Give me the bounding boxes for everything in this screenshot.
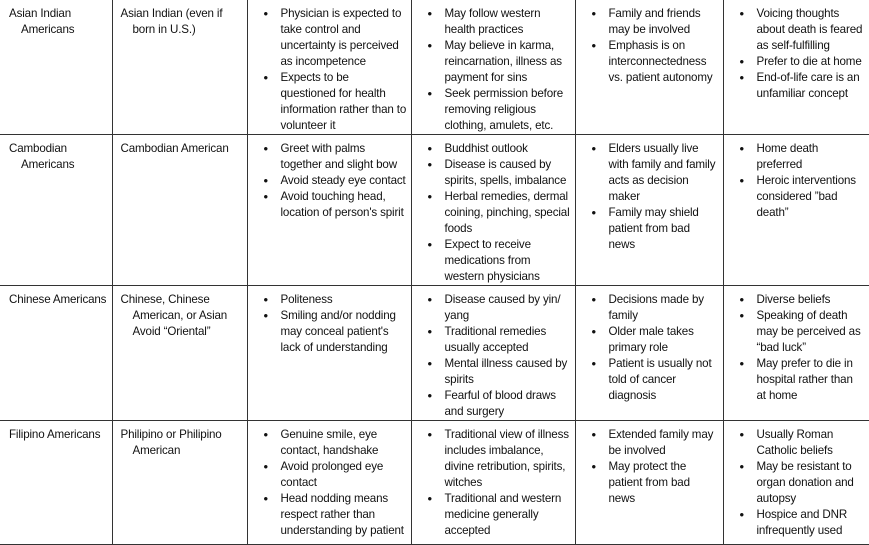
- family-role-cell: [575, 135, 723, 286]
- list-item: • Older male takes primary role: [592, 324, 719, 356]
- preferred-term-cell: [112, 135, 247, 286]
- list-item: • Elders usually live with family and family acts as decision maker: [592, 141, 719, 205]
- list-item: • Diverse beliefs: [740, 292, 866, 308]
- list-item: • Greet with palms together and slight bow: [264, 141, 407, 173]
- family-role-cell: [575, 286, 723, 421]
- list-item: • Prefer to die at home: [740, 54, 866, 70]
- preferred-term-cell: [112, 286, 247, 421]
- communication-list: [264, 427, 407, 539]
- communication-cell: [247, 135, 411, 286]
- list-item: • Avoid touching head, location of person's spirit: [264, 189, 407, 221]
- group-name: Filipino Americans: [9, 428, 101, 441]
- list-item: • Smiling and/or nodding may conceal patient's lack of understanding: [264, 308, 407, 356]
- health-beliefs-list: [428, 292, 571, 420]
- health-beliefs-cell: [411, 0, 575, 135]
- end-of-life-list: [740, 427, 866, 539]
- list-item: • Expect to receive medications from western physicians: [428, 237, 571, 285]
- list-item: • Head nodding means respect rather than understanding by patient: [264, 491, 407, 539]
- list-item: • Traditional view of illness includes imbalance, divine retribution, spirits, witches: [428, 427, 571, 491]
- communication-list: [264, 141, 407, 221]
- communication-list: [264, 292, 407, 356]
- end-of-life-list: [740, 292, 866, 404]
- list-item: • Avoid steady eye contact: [264, 173, 407, 189]
- group-name: Cambodian Americans: [9, 142, 75, 171]
- list-item: • Extended family may be involved: [592, 427, 719, 459]
- group-name-cell: [0, 135, 112, 286]
- communication-cell: [247, 286, 411, 421]
- group-name: Chinese Americans: [9, 293, 107, 306]
- list-item: • May prefer to die in hospital rather than at home: [740, 356, 866, 404]
- list-item: • May follow western health practices: [428, 6, 571, 38]
- communication-cell: [247, 0, 411, 135]
- list-item: • Buddhist outlook: [428, 141, 571, 157]
- list-item: • Traditional remedies usually accepted: [428, 324, 571, 356]
- health-beliefs-cell: [411, 135, 575, 286]
- table-row: [0, 286, 869, 421]
- list-item: • Patient is usually not told of cancer diagnosis: [592, 356, 719, 404]
- list-item: • Heroic interventions considered ”bad death”: [740, 173, 866, 221]
- list-item: • Speaking of death may be perceived as “bad luck”: [740, 308, 866, 356]
- list-item: • Emphasis is on interconnectedness vs. patient autonomy: [592, 38, 719, 86]
- list-item: • End-of-life care is an unfamiliar concept: [740, 70, 866, 102]
- group-name-cell: [0, 0, 112, 135]
- communication-cell: [247, 421, 411, 545]
- list-item: • Avoid prolonged eye contact: [264, 459, 407, 491]
- list-item: • Expects to be questioned for health information rather than to volunteer it: [264, 70, 407, 134]
- list-item: • Disease is caused by spirits, spells, imbalance: [428, 157, 571, 189]
- family-role-cell: [575, 421, 723, 545]
- family-role-list: [592, 141, 719, 253]
- list-item: • Usually Roman Catholic beliefs: [740, 427, 866, 459]
- end-of-life-cell: [723, 286, 869, 421]
- preferred-term: Chinese, Chinese American, or Asian Avoid “Oriental”: [120, 293, 228, 338]
- preferred-term-cell: [112, 421, 247, 545]
- list-item: • Traditional and western medicine generally accepted: [428, 491, 571, 539]
- group-name-cell: [0, 421, 112, 545]
- list-item: • Seek permission before removing religious clothing, amulets, etc.: [428, 86, 571, 134]
- health-beliefs-list: [428, 427, 571, 539]
- table-row: [0, 421, 869, 545]
- group-name-cell: [0, 286, 112, 421]
- list-item: • Family may shield patient from bad news: [592, 205, 719, 253]
- list-item: • Genuine smile, eye contact, handshake: [264, 427, 407, 459]
- list-item: • May believe in karma, reincarnation, illness as payment for sins: [428, 38, 571, 86]
- end-of-life-cell: [723, 421, 869, 545]
- table-row: [0, 0, 869, 135]
- list-item: • Voicing thoughts about death is feared as self-fulfilling: [740, 6, 866, 54]
- health-beliefs-cell: [411, 421, 575, 545]
- health-beliefs-list: [428, 6, 571, 134]
- list-item: • Politeness: [264, 292, 407, 308]
- list-item: • May be resistant to organ donation and autopsy: [740, 459, 866, 507]
- list-item: • Herbal remedies, dermal coining, pinching, special foods: [428, 189, 571, 237]
- list-item: • Home death preferred: [740, 141, 866, 173]
- list-item: • Decisions made by family: [592, 292, 719, 324]
- table-row: [0, 135, 869, 286]
- family-role-list: [592, 427, 719, 507]
- family-role-cell: [575, 0, 723, 135]
- list-item: • Hospice and DNR infrequently used: [740, 507, 866, 539]
- preferred-term-cell: [112, 0, 247, 135]
- preferred-term: Philipino or Philipino American: [120, 428, 222, 457]
- end-of-life-cell: [723, 135, 869, 286]
- end-of-life-cell: [723, 0, 869, 135]
- list-item: • Mental illness caused by spirits: [428, 356, 571, 388]
- end-of-life-list: [740, 6, 866, 102]
- family-role-list: [592, 292, 719, 404]
- list-item: • Fearful of blood draws and surgery: [428, 388, 571, 420]
- preferred-term: Cambodian American: [120, 142, 229, 155]
- group-name: Asian Indian Americans: [9, 7, 75, 36]
- list-item: • Physician is expected to take control and uncertainty is perceived as incompetence: [264, 6, 407, 70]
- list-item: • Family and friends may be involved: [592, 6, 719, 38]
- list-item: • Disease caused by yin/ yang: [428, 292, 571, 324]
- communication-list: [264, 6, 407, 134]
- health-beliefs-list: [428, 141, 571, 285]
- preferred-term: Asian Indian (even if born in U.S.): [120, 7, 223, 36]
- health-beliefs-cell: [411, 286, 575, 421]
- list-item: • May protect the patient from bad news: [592, 459, 719, 507]
- end-of-life-list: [740, 141, 866, 221]
- family-role-list: [592, 6, 719, 86]
